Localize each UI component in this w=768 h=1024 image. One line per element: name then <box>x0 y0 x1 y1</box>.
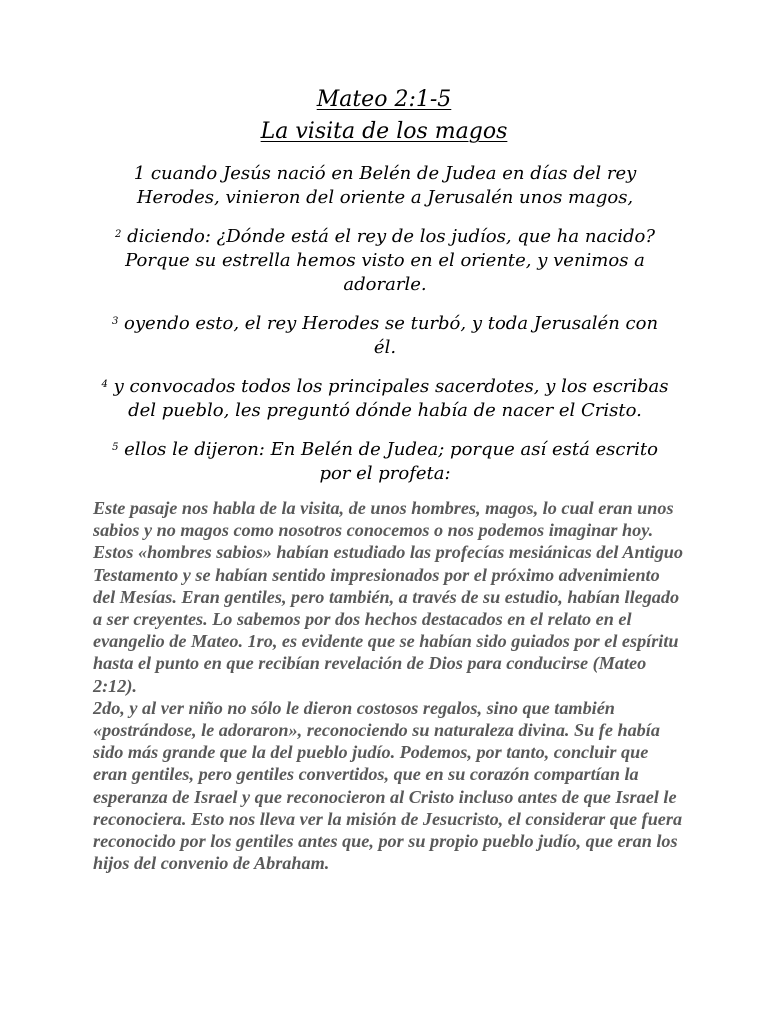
verse-text: y convocados todos los principales sacerdotes, y los escribas del pueblo, les preguntó dónde había de nacer el Cristo. <box>107 376 669 421</box>
verse-text: oyendo esto, el rey Herodes se turbó, y toda Jerusalén con él. <box>118 313 659 358</box>
verse-text: ellos le dijeron: En Belén de Judea; porque así está escrito por el profeta: <box>118 439 658 484</box>
verse-number: 3 <box>111 316 119 327</box>
verse-number: 2 <box>115 229 122 240</box>
verse-4 <box>100 375 670 423</box>
commentary-section <box>93 497 683 874</box>
verse-3 <box>100 312 670 360</box>
commentary-paragraph: 2do, y al ver niño no sólo le dieron costosos regalos, sino que también «postrándose, le adoraron», reconociendo su naturaleza divina. Su fe había sido más grande que la del pueblo judío. Podemos, por tanto, concluir que eran gentiles, pero gentiles convertidos, que en su corazón compartían la esperanza de Israel y que reconocieron al Cristo incluso antes de que Israel le reconociera. Esto nos lleva ver la misión de Jesucristo, el considerar que fuera reconocido por los gentiles antes que, por su propio pueblo judío, que eran los hijos del convenio de Abraham. <box>93 697 683 874</box>
verse-5 <box>100 438 670 486</box>
verse-1 <box>100 162 670 210</box>
verse-number: 4 <box>101 379 108 390</box>
title-reference: Mateo 2:1-5 <box>316 87 452 112</box>
verse-text: diciendo: ¿Dónde está el rey de los judíos, que ha nacido? Porque su estrella hemos visto en el oriente, y venimos a adorarle. <box>121 226 655 295</box>
title-heading: La visita de los magos <box>260 119 508 144</box>
commentary-paragraph: Estos «hombres sabios» habían estudiado las profecías mesiánicas del Antiguo Testamento y se habían sentido impresionados por el próximo advenimiento del Mesías. Eran gentiles, pero también, a través de su estudio, habían llegado a ser creyentes. Lo sabemos por dos hechos destacados en el relato en el evangelio de Mateo. 1ro, es evidente que se habían sido guiados por el espíritu hasta el punto en que recibían revelación de Dios para conducirse (Mateo 2:12). <box>93 542 683 696</box>
commentary-paragraph: Este pasaje nos habla de la visita, de unos hombres, magos, lo cual eran unos sabios y no magos como nosotros conocemos o nos podemos imaginar hoy. <box>93 498 674 541</box>
verse-2 <box>100 225 670 297</box>
document-title <box>0 84 768 148</box>
scripture-passage <box>100 162 670 501</box>
verse-number: 5 <box>112 442 119 453</box>
verse-text: 1 cuando Jesús nació en Belén de Judea en días del rey Herodes, vinieron del oriente a Jerusalén unos magos, <box>133 163 637 208</box>
